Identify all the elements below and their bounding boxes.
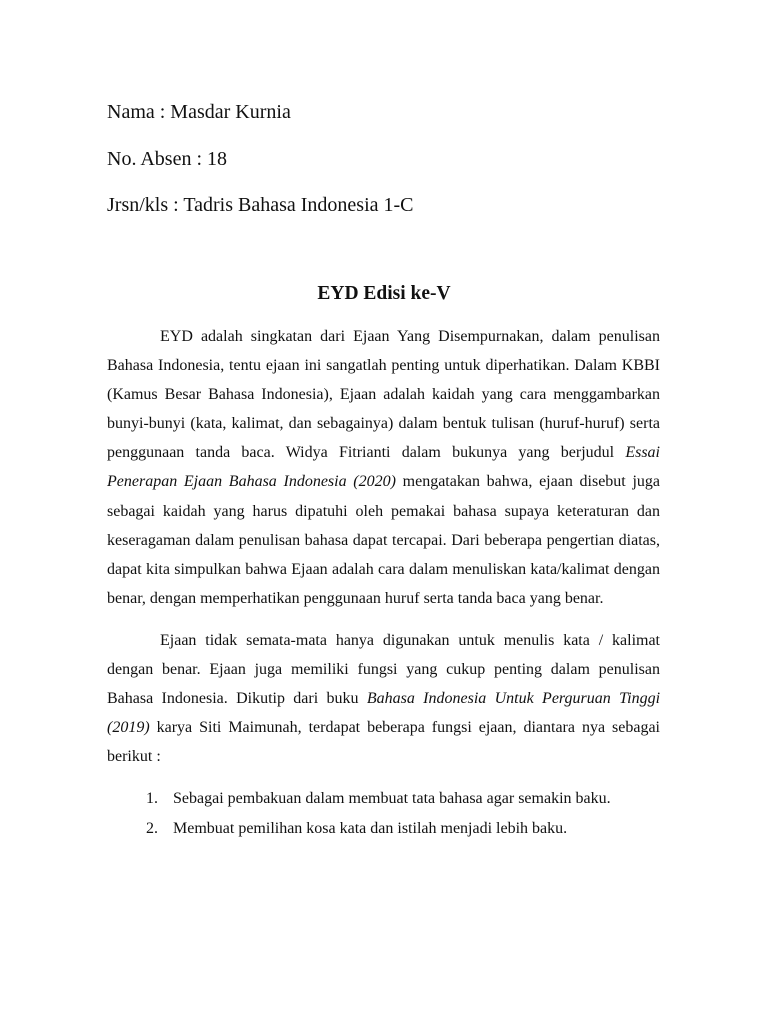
paragraph-1 — [107, 322, 660, 613]
paragraph-2-text-b: karya Siti Maimunah, terdapat beberapa fungsi ejaan, diantara nya sebagai berikut : — [107, 719, 660, 766]
paragraph-1-book-title: Essai Penerapan Ejaan Bahasa Indonesia (2020) — [107, 444, 660, 491]
paragraph-2-text-a: Ejaan tidak semata-mata hanya digunakan untuk menulis kata / kalimat dengan benar. Ejaan juga memiliki fungsi yang cukup penting dalam penulisan Bahasa Indonesia. Dikutip dari buku — [107, 631, 660, 708]
paragraph-1-text-a: EYD adalah singkatan dari Ejaan Yang Disempurnakan, dalam penulisan Bahasa Indonesia, tentu ejaan ini sangatlah penting untuk diperhatikan. Dalam KBBI (Kamus Besar Bahasa Indonesia), Ejaan adalah kaidah yang cara menggambarkan bunyi-bunyi (kata, kalimat, dan sebagainya) dalam bentuk tulisan (huruf-huruf) serta penggunaan tanda baca. Widya Fitrianti dalam bukunya yang berjudul — [107, 328, 660, 462]
list-item-number: 1. — [146, 790, 158, 808]
list-item-text: Sebagai pembakuan dalam membuat tata bahasa agar semakin baku. — [173, 790, 611, 808]
paragraph-2-book-title: Bahasa Indonesia Untuk Perguruan Tinggi (2019) — [107, 690, 661, 737]
list-item-text: Membuat pemilihan kosa kata dan istilah menjadi lebih baku. — [173, 819, 568, 837]
paragraph-2 — [107, 626, 660, 771]
list-item-number: 2. — [146, 819, 158, 837]
student-name: Nama : Masdar Kurnia — [107, 101, 291, 123]
document-title: EYD Edisi ke-V — [317, 283, 451, 304]
list-item — [107, 814, 660, 843]
list-item — [107, 784, 660, 813]
paragraph-1-text-b: mengatakan bahwa, ejaan disebut juga sebagai kaidah yang harus dipatuhi oleh pemakai bahasa supaya keteraturan dan keseragaman dalam penulisan bahasa dapat tercapai. Dari beberapa pengertian diatas, dapat kita simpulkan bahwa Ejaan adalah cara dalam menuliskan kata/kalimat dengan benar, dengan memperhatikan penggunaan huruf serta tanda baca yang benar. — [107, 473, 660, 607]
document-body — [107, 322, 660, 843]
attendance-number: No. Absen : 18 — [107, 148, 227, 170]
function-list — [107, 784, 660, 842]
major-class: Jrsn/kls : Tadris Bahasa Indonesia 1-C — [107, 194, 414, 216]
